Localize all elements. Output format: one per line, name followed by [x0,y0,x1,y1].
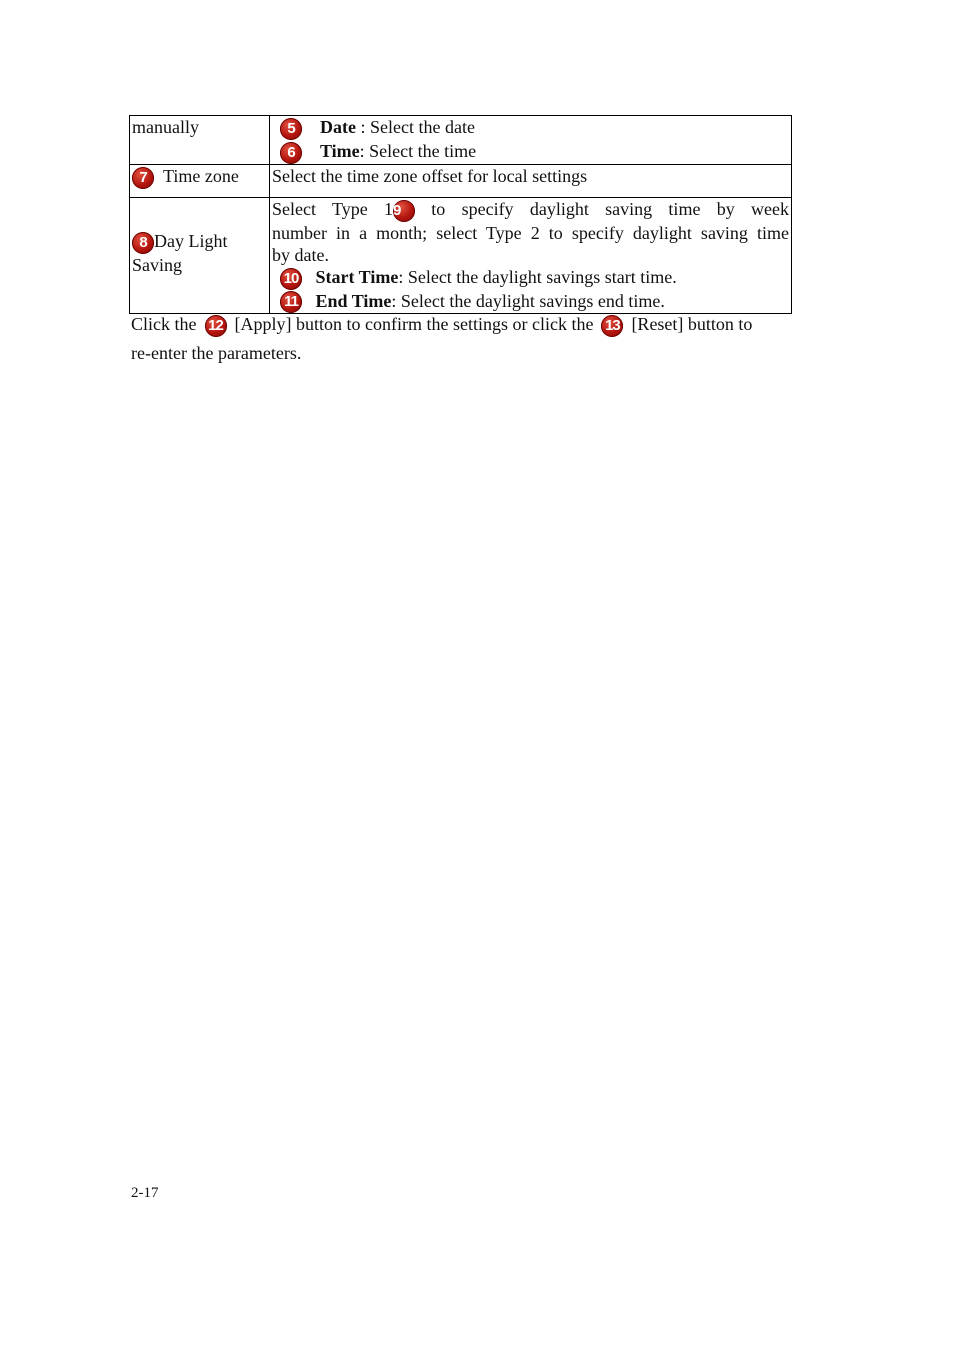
instruction-text-3: [Reset] button to [631,314,753,334]
start-time-line [272,266,789,290]
row-description-cell [270,116,792,165]
row-label-saving: Saving [132,254,183,275]
page-number: 2-17 [131,1185,159,1201]
row-description-cell [270,197,792,314]
instruction-text-1: Click the [131,314,197,334]
number-8-badge-icon: 8 [132,232,154,254]
number-10-badge-icon: 10 [280,268,302,290]
row-label-time-zone: Time zone [163,165,239,186]
row-label-cell [130,116,270,165]
number-7-badge-icon: 7 [132,167,154,189]
time-label: Time [320,140,360,161]
end-time-text: : Select the daylight savings end time. [391,290,665,311]
row-label-manually: manually [132,117,199,137]
number-5-badge-icon: 5 [280,118,302,140]
time-zone-description: Select the time zone offset for local settings [272,165,588,186]
daylight-text-line2: number in a month; select Type 2 to specify daylight saving time [272,222,789,243]
table-row-daylight-saving [130,197,792,314]
row-label-cell [130,164,270,197]
daylight-text-line3: by date. [272,244,329,265]
daylight-label-line1 [132,230,267,254]
daylight-text-line1: Select Type 19 to specify daylight saving time by week [272,198,789,222]
start-time-label: Start Time [315,266,399,287]
row-label-day-light: Day Light [154,230,228,251]
number-9-badge-icon: 9 [393,200,415,222]
instruction-text-4: re-enter the parameters. [131,343,302,363]
instruction-text-2: [Apply] button to confirm the settings or click the [234,314,594,334]
settings-table [129,115,792,314]
number-6-badge-icon: 6 [280,142,302,164]
time-line [272,140,789,164]
date-line [272,116,789,140]
number-13-badge-icon: 13 [601,315,623,337]
date-text: : Select the date [355,117,475,137]
date-label: Date [320,117,356,137]
row-label-cell [130,197,270,314]
table-row-time-zone [130,164,792,197]
instruction-paragraph [131,310,811,368]
start-time-text: : Select the daylight savings start time. [398,266,677,287]
table-row-manually [130,116,792,165]
number-11-badge-icon: 11 [280,291,302,313]
number-12-badge-icon: 12 [205,315,227,337]
row-description-cell [270,164,792,197]
time-text: : Select the time [359,140,477,161]
end-time-label: End Time [315,290,392,311]
